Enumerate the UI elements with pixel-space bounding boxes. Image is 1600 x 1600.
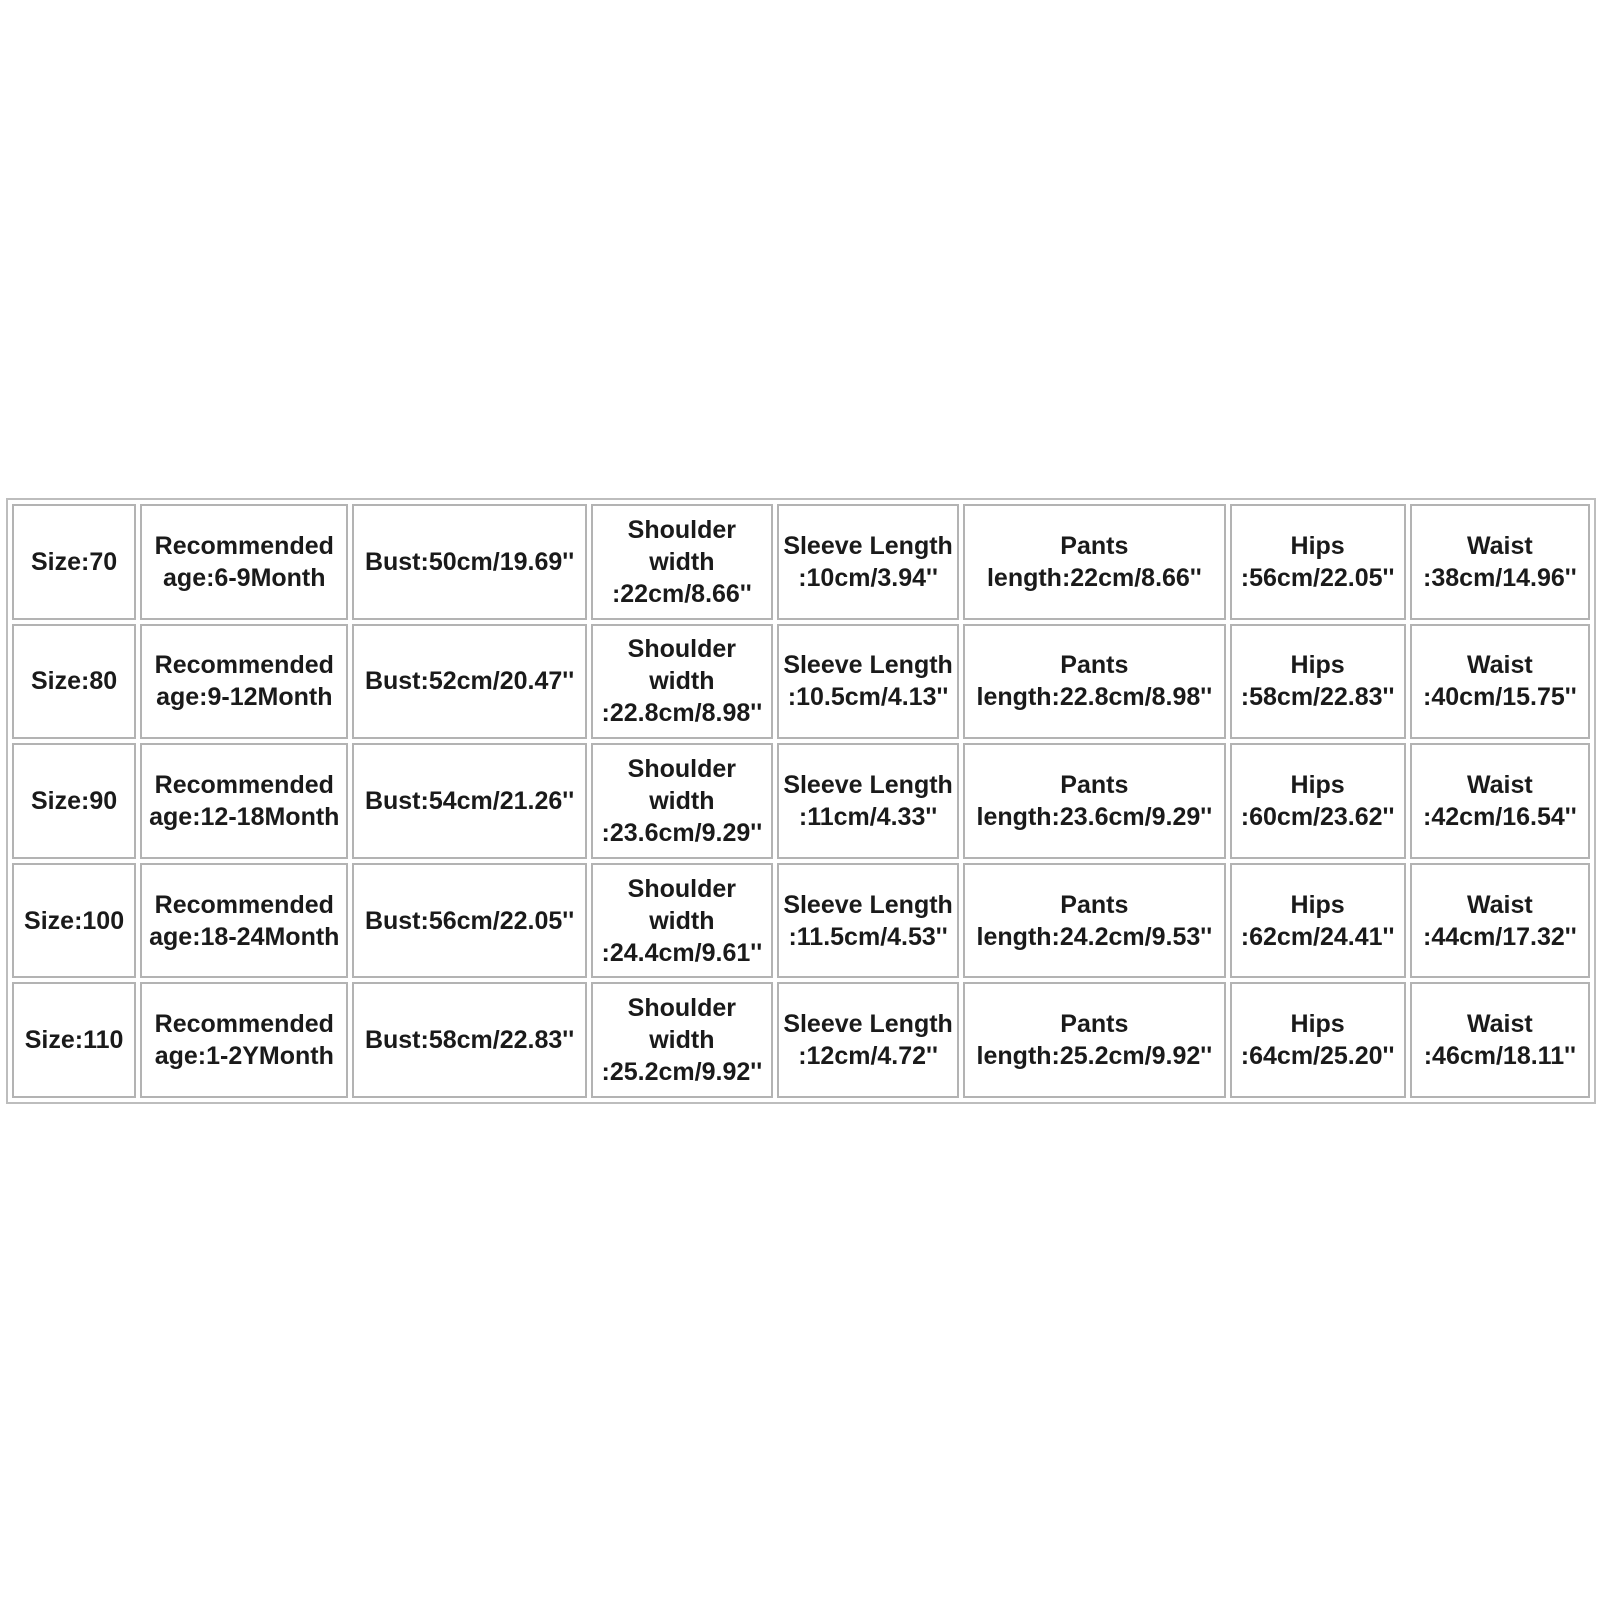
size-cell: Size:110 <box>12 982 136 1098</box>
waist-cell: Waist :42cm/16.54'' <box>1410 743 1590 859</box>
size-cell: Size:70 <box>12 504 136 620</box>
size-row-110 <box>12 982 1590 1098</box>
size-cell: Size:80 <box>12 624 136 740</box>
bust-cell: Bust:58cm/22.83'' <box>352 982 586 1098</box>
shoulder-width-cell: Shoulder width :23.6cm/9.29'' <box>591 743 773 859</box>
sleeve-length-cell: Sleeve Length :12cm/4.72'' <box>777 982 959 1098</box>
size-row-90 <box>12 743 1590 859</box>
sleeve-length-cell: Sleeve Length :10.5cm/4.13'' <box>777 624 959 740</box>
bust-cell: Bust:56cm/22.05'' <box>352 863 586 979</box>
waist-cell: Waist :44cm/17.32'' <box>1410 863 1590 979</box>
hips-cell: Hips :56cm/22.05'' <box>1230 504 1406 620</box>
recommended-age-cell: Recommended age:18-24Month <box>140 863 348 979</box>
size-row-100 <box>12 863 1590 979</box>
sleeve-length-cell: Sleeve Length :11.5cm/4.53'' <box>777 863 959 979</box>
shoulder-width-cell: Shoulder width :22.8cm/8.98'' <box>591 624 773 740</box>
sleeve-length-cell: Sleeve Length :10cm/3.94'' <box>777 504 959 620</box>
size-cell: Size:90 <box>12 743 136 859</box>
pants-length-cell: Pants length:24.2cm/9.53'' <box>963 863 1225 979</box>
hips-cell: Hips :58cm/22.83'' <box>1230 624 1406 740</box>
hips-cell: Hips :64cm/25.20'' <box>1230 982 1406 1098</box>
waist-cell: Waist :40cm/15.75'' <box>1410 624 1590 740</box>
sleeve-length-cell: Sleeve Length :11cm/4.33'' <box>777 743 959 859</box>
size-chart-table <box>6 498 1596 1104</box>
size-row-80 <box>12 624 1590 740</box>
shoulder-width-cell: Shoulder width :24.4cm/9.61'' <box>591 863 773 979</box>
pants-length-cell: Pants length:22.8cm/8.98'' <box>963 624 1225 740</box>
recommended-age-cell: Recommended age:9-12Month <box>140 624 348 740</box>
waist-cell: Waist :46cm/18.11'' <box>1410 982 1590 1098</box>
bust-cell: Bust:52cm/20.47'' <box>352 624 586 740</box>
recommended-age-cell: Recommended age:6-9Month <box>140 504 348 620</box>
pants-length-cell: Pants length:22cm/8.66'' <box>963 504 1225 620</box>
hips-cell: Hips :60cm/23.62'' <box>1230 743 1406 859</box>
waist-cell: Waist :38cm/14.96'' <box>1410 504 1590 620</box>
recommended-age-cell: Recommended age:12-18Month <box>140 743 348 859</box>
bust-cell: Bust:54cm/21.26'' <box>352 743 586 859</box>
pants-length-cell: Pants length:23.6cm/9.29'' <box>963 743 1225 859</box>
size-row-70 <box>12 504 1590 620</box>
shoulder-width-cell: Shoulder width :22cm/8.66'' <box>591 504 773 620</box>
size-cell: Size:100 <box>12 863 136 979</box>
bust-cell: Bust:50cm/19.69'' <box>352 504 586 620</box>
shoulder-width-cell: Shoulder width :25.2cm/9.92'' <box>591 982 773 1098</box>
pants-length-cell: Pants length:25.2cm/9.92'' <box>963 982 1225 1098</box>
hips-cell: Hips :62cm/24.41'' <box>1230 863 1406 979</box>
recommended-age-cell: Recommended age:1-2YMonth <box>140 982 348 1098</box>
